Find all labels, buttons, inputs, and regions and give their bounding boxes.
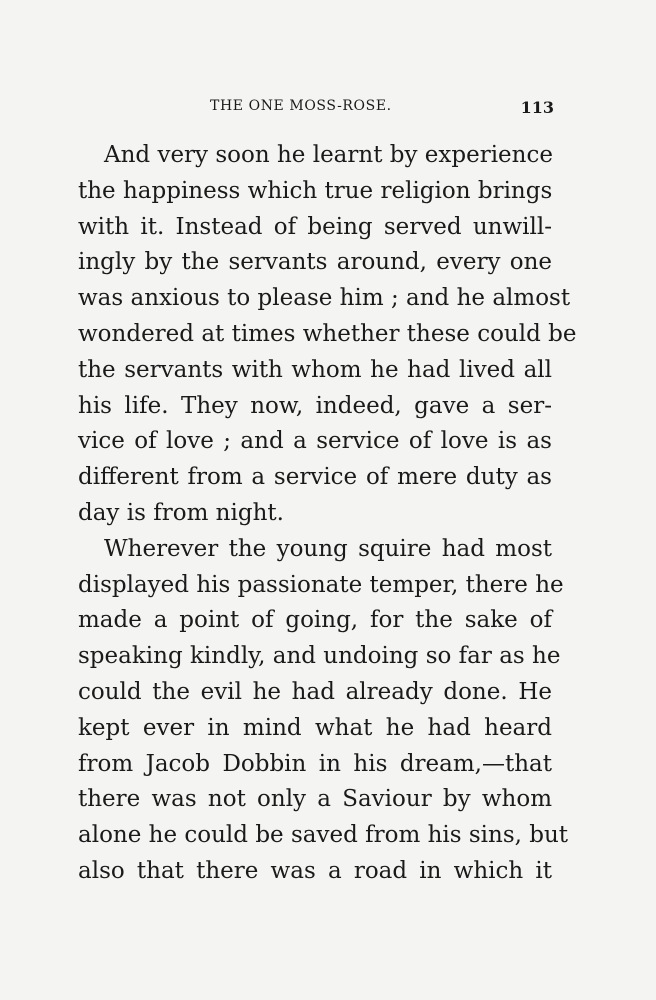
body-text — [78, 138, 577, 890]
text-line: different from a service of mere duty as — [78, 464, 552, 491]
text-line: speaking kindly, and undoing so far as he — [78, 643, 561, 670]
text-line: vice of love ; and a service of love is as — [78, 428, 552, 455]
text-line: kept ever in mind what he had heard — [78, 714, 552, 741]
text-line: was anxious to please him ; and he almost — [78, 285, 571, 312]
text-line: there was not only a Saviour by whom — [78, 786, 552, 813]
page-header — [78, 98, 554, 122]
text-line: day is from night. — [78, 499, 284, 526]
text-line: made a point of going, for the sake of — [78, 607, 552, 634]
text-line: could the evil he had already done. He — [78, 678, 552, 705]
text-line: from Jacob Dobbin in his dream,—that — [78, 750, 552, 777]
text-line: wondered at times whether these could be — [78, 320, 577, 347]
text-line: alone he could be saved from his sins, but — [78, 822, 569, 849]
text-line: his life. They now, indeed, gave a ser- — [78, 392, 552, 419]
text-line: with it. Instead of being served unwill- — [78, 213, 552, 240]
page-number: 113 — [520, 98, 554, 117]
running-title: THE ONE MOSS-ROSE. — [210, 98, 392, 114]
text-line: ingly by the servants around, every one — [78, 249, 552, 276]
text-line: the servants with whom he had lived all — [78, 356, 552, 383]
text-line: Wherever the young squire had most — [104, 535, 552, 562]
text-line: And very soon he learnt by experience — [104, 142, 553, 168]
text-line: also that there was a road in which it — [78, 857, 552, 884]
text-line: displayed his passionate temper, there he — [78, 571, 564, 598]
text-line: the happiness which true religion brings — [78, 177, 553, 204]
